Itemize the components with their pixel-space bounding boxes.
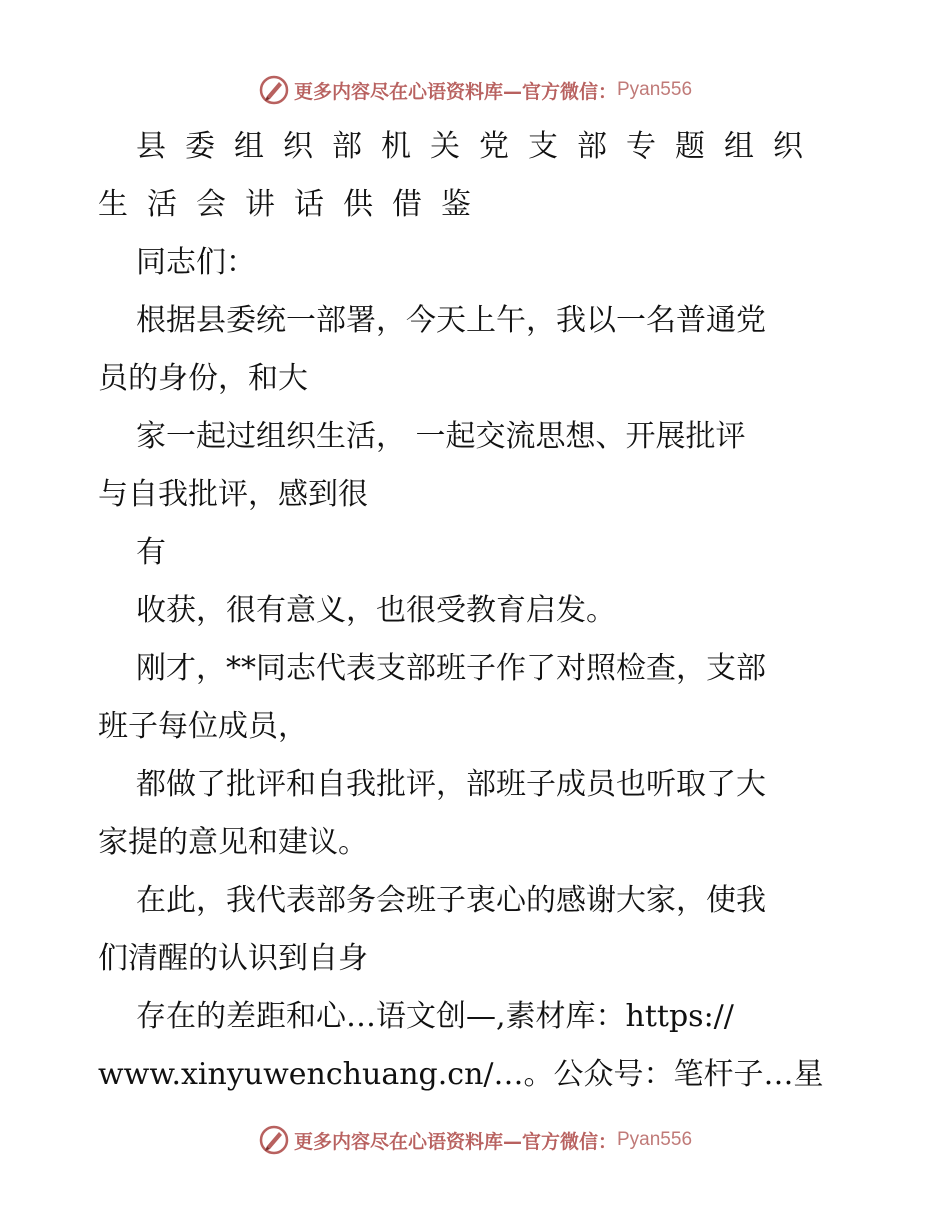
paragraph-line: 存在的差距和心…语文创—,素材库：https://: [136, 999, 734, 1034]
paragraph-line: 有: [136, 535, 166, 570]
banner-wechat-id: Pyan556: [617, 79, 693, 100]
paragraph-line: 家提的意见和建议。: [98, 825, 368, 860]
paragraph-line: 与自我批评，感到很: [98, 477, 368, 512]
document-title-line-1: 县委组织部机关党支部专题组织: [136, 129, 822, 164]
paragraph-line: 员的身份，和大: [98, 361, 308, 396]
footer-watermark-banner: [0, 1120, 950, 1160]
paragraph-line: 在此，我代表部务会班子衷心的感谢大家，使我: [136, 883, 766, 918]
salutation: 同志们：: [136, 245, 256, 280]
banner-wechat-id: Pyan556: [617, 1129, 693, 1150]
document-title-line-2: 生活会讲话供借鉴: [98, 187, 490, 222]
banner-main-text: 更多内容尽在心语资料库—: [293, 80, 522, 103]
pen-logo-icon: [258, 1124, 290, 1156]
document-body: [98, 118, 858, 1104]
banner-wechat-label: 官方微信：: [521, 1130, 617, 1153]
banner-main-text: 更多内容尽在心语资料库—: [293, 1130, 522, 1153]
paragraph-line: 收获，很有意义，也很受教育启发。: [136, 593, 616, 628]
header-watermark-banner: [0, 70, 950, 110]
paragraph-line: www.xinyuwenchuang.cn/…。公众号：笔杆子…星: [98, 1057, 824, 1092]
paragraph-line: 班子每位成员，: [98, 709, 308, 744]
paragraph-line: 都做了批评和自我批评，部班子成员也听取了大: [136, 767, 766, 802]
banner-wechat-label: 官方微信：: [521, 80, 617, 103]
paragraph-line: 们清醒的认识到自身: [98, 941, 368, 976]
pen-logo-icon: [258, 74, 290, 106]
paragraph-line: 根据县委统一部署，今天上午，我以一名普通党: [136, 303, 766, 338]
paragraph-line: 家一起过组织生活， 一起交流思想、开展批评: [136, 419, 746, 454]
paragraph-line: 刚才，**同志代表支部班子作了对照检查，支部: [136, 651, 766, 686]
